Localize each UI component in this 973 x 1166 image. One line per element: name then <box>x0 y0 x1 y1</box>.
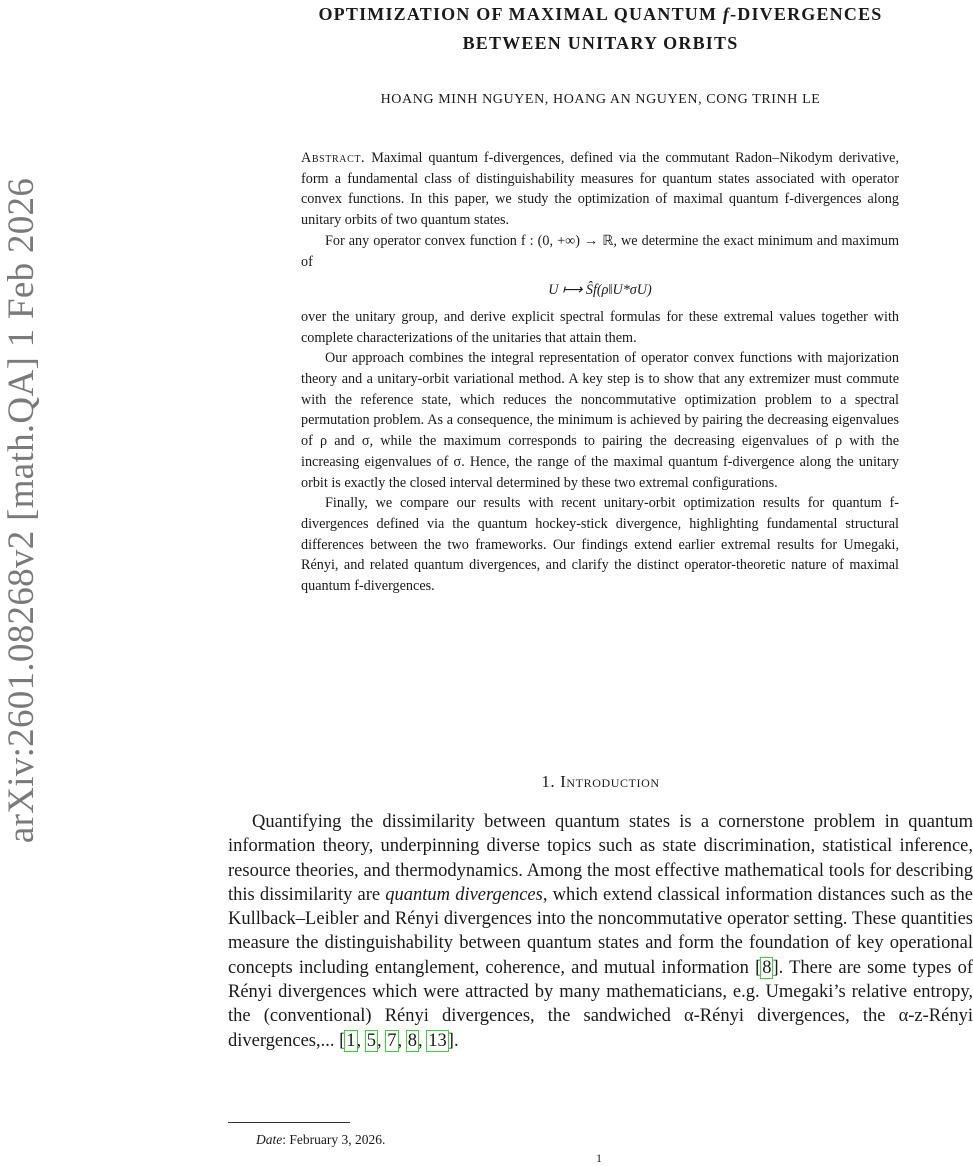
citation-link[interactable]: 7 <box>387 1030 397 1051</box>
citation-link[interactable]: 8 <box>762 957 772 978</box>
footnote-date <box>256 1132 385 1148</box>
abstract-label: Abstract. <box>301 150 366 166</box>
section-heading-introduction <box>228 772 973 792</box>
paper-title <box>228 0 973 58</box>
footnote-divider <box>228 1122 350 1123</box>
abstract-equation: U ⟼ Ŝf(ρ‖U*σU) <box>548 282 652 299</box>
citation-link[interactable]: 13 <box>428 1030 447 1051</box>
introduction-paragraph: Quantifying the dissimilarity between quantum states is a cornerstone problem in quantum information theory, underpinning diverse topics such as state discrimination, statistical inference, resource theories, and thermodynamics. Among the most effective mathematical tools for describing this dissimilarity are quantum divergences, which extend classical information distances such as the Kullback–Leibler and Rényi divergences into the noncommutative operator setting. These quantities measure the distinguishability between quantum states and form the foundation of key operational concepts including entanglement, coherence, and mutual information [8]. There are some types of Rényi divergences which were attracted by many mathematicians, e.g. Umegaki’s relative entropy, the (conventional) Rényi divergences, the sandwiched α-Rényi divergences, the α-z-Rényi divergences,... [1, 5, 7, 8, 13]. <box>228 812 973 1051</box>
abstract-paragraph-4: Our approach combines the integral representation of operator convex functions with majorization theory and a unitary-orbit variational method. A key step is to show that any extremizer must commute with the reference state, which reduces the noncommutative optimization problem to a spectral permutation problem. As a consequence, the minimum is achieved by pairing the decreasing eigenvalues of ρ and σ, while the maximum corresponds to pairing the decreasing eigenvalues of ρ with the increasing eigenvalues of σ. Hence, the range of the maximal quantum f-divergence along the unitary orbit is exactly the closed interval determined by these two extremal configurations. <box>301 350 899 491</box>
abstract <box>301 148 899 597</box>
footnote-label: Date <box>256 1132 283 1147</box>
footnote-text: : February 3, 2026. <box>282 1132 386 1147</box>
citation-link[interactable]: 5 <box>366 1030 377 1051</box>
title-line-1: OPTIMIZATION OF MAXIMAL QUANTUM f-DIVERGENCES <box>318 4 883 24</box>
abstract-paragraph-3: over the unitary group, and derive explicit spectral formulas for these extremal values together with complete characterizations of the unitaries that attain them. <box>301 308 899 346</box>
abstract-paragraph-1: Abstract. Maximal quantum f-divergences, defined via the commutant Radon–Nikodym derivative, form a fundamental class of distinguishability measures for quantum states associated with operator convex functions. In this paper, we study the optimization of maximal quantum f-divergences along unitary orbits of two quantum states. <box>301 150 899 229</box>
section-title: Introduction <box>560 772 660 791</box>
title-line-2: BETWEEN UNITARY ORBITS <box>462 33 739 53</box>
author-list: HOANG MINH NGUYEN, HOANG AN NGUYEN, CONG TRINH LE <box>380 92 821 107</box>
arxiv-stamp <box>1 130 43 890</box>
abstract-paragraph-5: Finally, we compare our results with recent unitary-orbit optimization results for quantum f-divergences defined via the quantum hockey-stick divergence, highlighting fundamental structural differences between the two frameworks. Our findings extend earlier extremal results for Umegaki, Rényi, and related quantum divergences, and clarify the distinct operator-theoretic nature of maximal quantum f-divergences. <box>301 495 899 595</box>
abstract-paragraph-2: For any operator convex function f : (0, +∞) → ℝ, we determine the exact minimum and maximum of <box>301 232 899 270</box>
emphasis-quantum-divergences: quantum divergences <box>385 884 543 905</box>
page-number: 1 <box>596 1151 602 1165</box>
arxiv-identifier: arXiv:2601.08268v2 [math.QA] 1 Feb 2026 <box>1 177 43 843</box>
section-number: 1. <box>541 772 556 791</box>
introduction-body <box>228 810 973 1053</box>
citation-link[interactable]: 1 <box>346 1030 356 1051</box>
citation-link[interactable]: 8 <box>407 1030 418 1051</box>
